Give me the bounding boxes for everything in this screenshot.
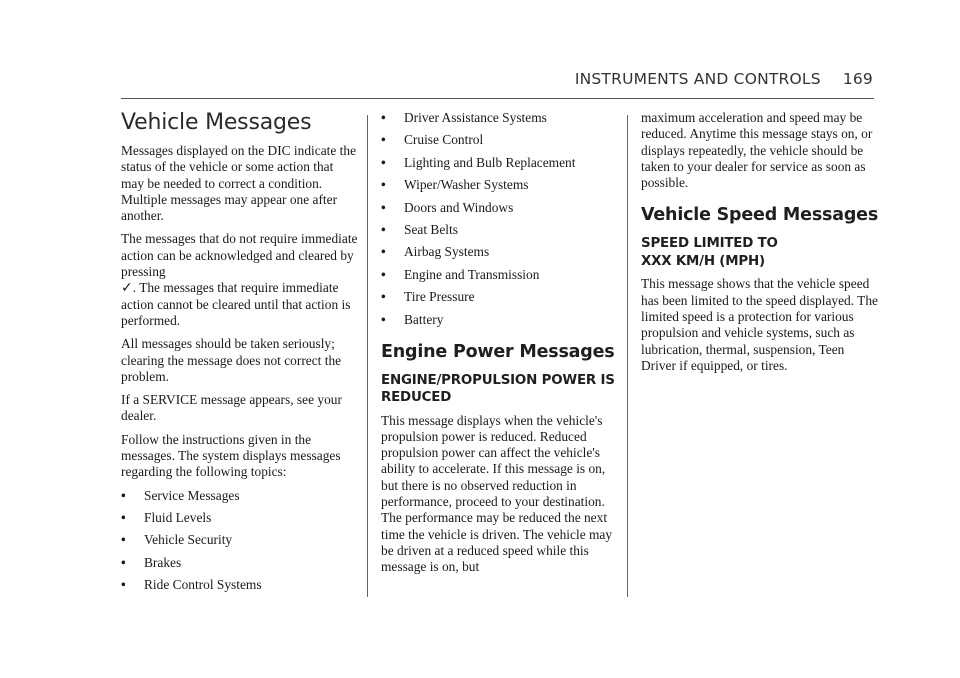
topics-list-continued [381,110,619,328]
list-item: • Service Messages [121,487,240,503]
list-item: • Ride Control Systems [121,577,262,593]
column-divider-1 [367,115,368,597]
bullet: • [381,266,386,282]
bullet: • [381,221,386,237]
bullet: • [121,577,126,593]
bullet: • [121,532,126,548]
section-name: INSTRUMENTS AND CONTROLS [574,70,821,88]
page-title: Vehicle Messages [121,110,312,135]
section-title: Vehicle Speed Messages [641,205,879,226]
paragraph: Messages displayed on the DIC indicate the status of the vehicle or some action that may be needed to correct a condition. Multiple messages may appear one after another. [121,143,357,224]
list-item: • Vehicle Security [121,532,233,548]
paragraph: All messages should be taken seriously; clearing the message does not correct the problem. [121,336,342,384]
list-item: • Seat Belts [381,221,458,237]
list-item: • Lighting and Bulb Replacement [381,154,576,170]
bullet: • [381,177,386,193]
column-1 [121,110,359,600]
list-item: • Cruise Control [381,132,484,148]
list-item: • Battery [381,311,444,327]
bullet: • [121,510,126,526]
paragraph: Follow the instructions given in the messages. The system displays messages regarding the following topics: [121,431,341,480]
subsection-title: SPEED LIMITED TO XXX KM/H (MPH) [641,236,778,269]
column-3 [641,110,879,381]
column-2 [381,110,619,582]
bullet: • [381,199,386,215]
list-item: • Doors and Windows [381,199,514,215]
checkmark-icon: ✓ [121,280,133,297]
paragraph: This message shows that the vehicle speed has been limited to the speed displayed. The limited speed is a protection for various propulsion and vehicle systems, such as lubrication, thermal, suspension, Teen Driver if equipped, or tires. [641,276,879,373]
header-rule [121,98,874,99]
bullet: • [121,554,126,570]
paragraph-text: The messages that do not require immediate action can be acknowledged and cleared by pressing [121,231,358,280]
page-number: 169 [842,70,873,88]
paragraph [121,231,359,329]
bullet: • [121,487,126,503]
bullet: • [381,289,386,305]
list-item: • Fluid Levels [121,510,212,526]
list-item: • Tire Pressure [381,289,475,305]
list-item: • Engine and Transmission [381,266,540,282]
bullet: • [381,110,386,125]
column-divider-2 [627,115,628,597]
page-header [575,70,873,88]
list-item: • Wiper/Washer Systems [381,177,529,193]
list-item: • Airbag Systems [381,244,490,260]
paragraph-text: . The messages that require immediate action cannot be cleared until that action is performed. [121,280,351,328]
subsection-title: ENGINE/PROPULSION POWER IS REDUCED [381,372,615,406]
bullet: • [381,244,386,260]
paragraph: If a SERVICE message appears, see your dealer. [121,392,342,424]
paragraph: maximum acceleration and speed may be reduced. Anytime this message stays on, or displays repeatedly, the vehicle should be taken to your dealer for service as soon as possible. [641,110,873,191]
section-title: Engine Power Messages [381,341,615,362]
bullet: • [381,132,386,148]
bullet: • [381,311,386,327]
list-item: • Driver Assistance Systems [381,110,547,125]
topics-list [121,488,359,594]
bullet: • [381,154,386,170]
paragraph: This message displays when the vehicle's propulsion power is reduced. Reduced propulsion power can affect the vehicle's ability to accelerate. If this message is on, but there is no observed reduction in performance, proceed to your destination. The performance may be reduced the next time the vehicle is driven. The vehicle may be driven at a reduced speed while this message is on, but [381,412,613,575]
list-item: • Brakes [121,554,182,570]
